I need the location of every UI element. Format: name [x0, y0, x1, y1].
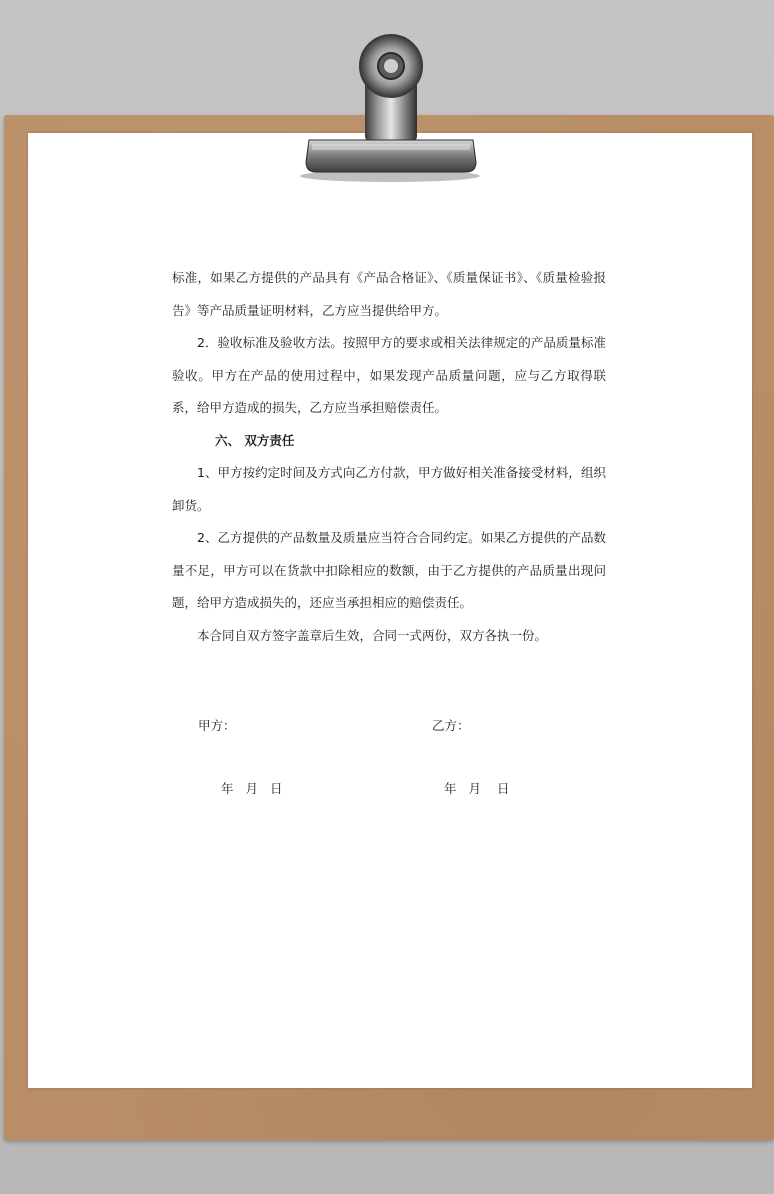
party-a-signature-label: 甲方： — [198, 718, 236, 733]
date-year-label: 年 — [221, 781, 234, 796]
date-day-label: 日 — [497, 781, 510, 796]
contract-body — [172, 262, 606, 652]
paragraph-standards: 标准，如果乙方提供的产品具有《产品合格证》、《质量保证书》、《质量检验报告》等产品质量证明材料，乙方应当提供给甲方。 — [172, 270, 606, 318]
date-month-label: 月 — [245, 781, 259, 796]
party-b-signature-label: 乙方： — [432, 718, 470, 733]
paragraph-party-a-duty: 1、甲方按约定时间及方式向乙方付款，甲方做好相关准备接受材料，组织卸货。 — [172, 465, 606, 513]
date-year-label: 年 — [444, 781, 457, 796]
section-heading-responsibilities: 六、 双方责任 — [215, 432, 295, 448]
date-month-label: 月 — [468, 781, 482, 796]
date-day-label: 日 — [270, 781, 283, 796]
party-b-date — [444, 779, 522, 797]
paragraph-acceptance: 2．验收标准及验收方法。按照甲方的要求或相关法律规定的产品质量标准验收。甲方在产品的使用过程中，如果发现产品质量问题，应与乙方取得联系，给甲方造成的损失，乙方应当承担赔偿责任。 — [172, 335, 606, 415]
party-a-date — [221, 779, 295, 797]
paragraph-party-b-duty: 2、乙方提供的产品数量及质量应当符合合同约定。如果乙方提供的产品数量不足，甲方可以在货款中扣除相应的数额，由于乙方提供的产品质量出现问题，给甲方造成损失的，还应当承担相应的赔偿责任。 — [172, 530, 606, 610]
paragraph-effective-clause: 本合同自双方签字盖章后生效，合同一式两份，双方各执一份。 — [197, 627, 548, 643]
